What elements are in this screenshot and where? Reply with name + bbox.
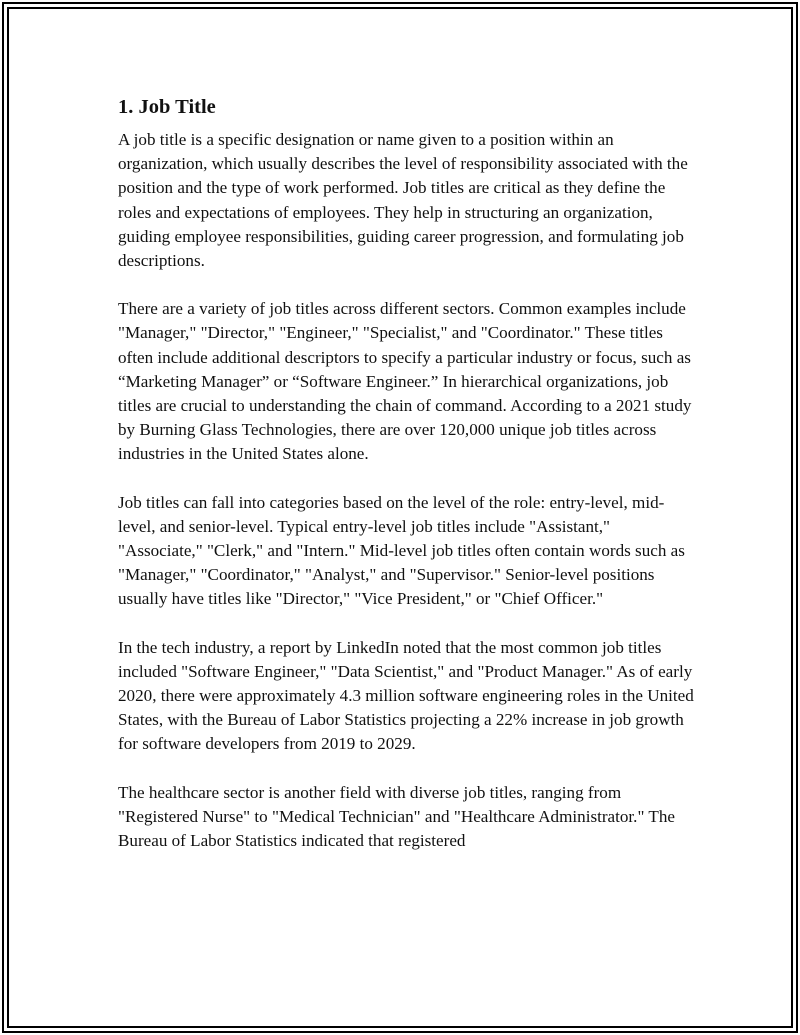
paragraph-definition: A job title is a specific designation or name given to a position within an organization, which usually describes the level of responsibility associated with the position and the type of work performed. Job titles are critical as they define the roles and expectations of employees. They help in structuring an organization, guiding employee responsibilities, guiding career progression, and formulating job descriptions. — [118, 130, 688, 271]
paragraph-tech-industry: In the tech industry, a report by LinkedIn noted that the most common job titles included "Software Engineer," "Data Scientist," and "Product Manager." As of early 2020, there were approximately 4.3 million software engineering roles in the United States, with the Bureau of Labor Statistics projecting a 22% increase in job growth for software developers from 2019 to 2029. — [118, 637, 694, 754]
paragraph-healthcare: The healthcare sector is another field with diverse job titles, ranging from "Registered Nurse" to "Medical Technician" and "Healthcare Administrator." The Bureau of Labor Statistics indicated that registered — [118, 782, 675, 851]
paragraph-levels: Job titles can fall into categories based on the level of the role: entry-level, mid-level, and senior-level. Typical entry-level job titles include "Assistant," "Associate," "Clerk," and "Intern." Mid-level job titles often contain words such as "Manager," "Coordinator," "Analyst," and "Supervisor." Senior-level positions usually have titles like "Director," "Vice President," or "Chief Officer." — [118, 492, 685, 609]
section-heading: 1. Job Title — [118, 96, 216, 118]
document-body — [118, 94, 698, 877]
paragraph-variety: There are a variety of job titles across different sectors. Common examples include "Manager," "Director," "Engineer," "Specialist," and "Coordinator." These titles often include additional descriptors to specify a particular industry or focus, such as “Marketing Manager” or “Software Engineer.” In hierarchical organizations, job titles are crucial to understanding the chain of command. According to a 2021 study by Burning Glass Technologies, there are over 120,000 unique job titles across industries in the United States alone. — [118, 299, 692, 464]
